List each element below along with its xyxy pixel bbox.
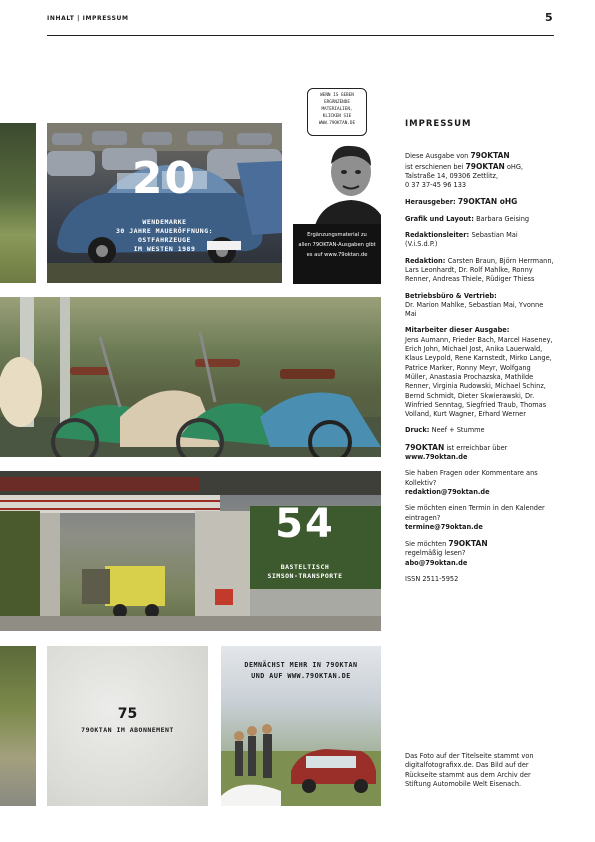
bridge-truck-illustration [0,471,381,631]
impressum-issn: ISSN 2511-5952 [405,574,459,583]
impressum-foto-credit: Das Foto auf der Titelseite stammt von digitalfotografixx.de. Das Bild auf der Rückseite stammt aus dem Archiv der Stiftung Automobile Welt Eisenach. [405,752,534,788]
tile-abo-number: 75 [117,706,138,722]
impressum-title: IMPRESSUM [405,119,472,129]
section-label: INHALT | IMPRESSUM [47,15,129,22]
impressum-web: 79OKTAN ist erreichbar über www.79oktan.de [405,442,508,462]
page-edge-photo-road [0,646,36,806]
page-number: 5 [545,11,553,24]
speech-bubble: WENN IS GEBEN ERGÄNZENDE MATERIALIEN, KLICKEN SIE WWW.79OKTAN.DE [307,88,367,136]
impressum-termin: Sie möchten einen Termin in den Kalender eintragen? termine@79oktan.de [405,504,545,531]
portrait-illustration [293,134,381,234]
impressum-betriebsbuero: Betriebsbüro & Vertrieb: Dr. Marion Mahlke, Sebastian Mai, Yvonne Mai [405,291,544,319]
tile-wende-caption: WENDEMARKE 30 JAHRE MAUERÖFFNUNG: OSTFAHRZEUGE IM WESTEN 1989 [115,218,214,253]
impressum-grafik: Grafik und Layout: Barbara Geising [405,214,530,223]
website-link[interactable]: www.79oktan.de [405,453,468,462]
impressum-abo: Sie möchten 79OKTAN regelmäßig lesen? abo@79oktan.de [405,539,488,567]
header-divider [47,35,554,36]
abo-email-link[interactable]: abo@79oktan.de [405,558,468,567]
tile-demnaechst[interactable] [221,646,381,806]
impressum-mitarbeiter: Mitarbeiter dieser Ausgabe: Jens Aumann, Frieder Bach, Marcel Haseney, Erich John, Michael Jost, Anika Lauerwald, Klaus Leypold, Rene Karnstedt, Mirko Lange, Patrice Marker, Ronny Meyr, Wolfgang Müller, Anastasia Prochazska, Mathilde Renner, Virginia Rudowski, Michael Schinz, Bernd Schmidt, Dieter Skwierawski, Dr. Winfried Senntag, Siegfried Traub, Thomas Volland, Kurt Wagner, Erhard Werner [405,326,553,419]
impressum-redaktionsleiter: Redaktionsleiter: Sebastian Mai (V.i.S.d.P.) [405,231,518,249]
portrait-caption-box: Ergänzungsmaterial zu allen 79OKTAN-Ausgaben gibt es auf www.79oktan.de [293,224,381,284]
tile-wende-photo[interactable] [47,123,282,283]
tile-wende-number: 20 [131,153,198,204]
termine-email-link[interactable]: termine@79oktan.de [405,522,483,531]
tile-abo-caption: 79OKTAN IM ABONNEMENT [81,726,174,734]
tile-demnaechst-caption: DEMNÄCHST MEHR IN 79OKTAN UND AUF WWW.79OKTAN.DE [244,661,358,680]
tile-basteltisch-number: 54 [275,501,335,547]
impressum-druck: Druck: Neef + Stumme [405,426,485,435]
mopeds-illustration [0,297,381,457]
redaktion-email-link[interactable]: redaktion@79oktan.de [405,487,490,496]
tile-mopeds-photo[interactable] [0,297,381,457]
impressum-redaktion: Redaktion: Carsten Braun, Björn Herrmann, Lars Leonhardt, Dr. Rolf Mahlke, Ronny Renner, Andreas Thiele, Rüdiger Thiess [405,256,554,284]
impressum-intro: Diese Ausgabe von 79OKTAN ist erschienen bei 79OKTAN oHG, Talstraße 14, 09306 Zettlitz, 0 37 37-45 96 133 [405,151,524,190]
tile-basteltisch-caption: BASTELTISCH SIMSON-TRANSPORTE [267,563,343,580]
tile-basteltisch-photo[interactable] [0,471,381,631]
page-edge-photo-trees [0,123,36,283]
impressum-fragen: Sie haben Fragen oder Kommentare ans Kollektiv? redaktion@79oktan.de [405,469,538,496]
impressum-column [405,120,555,591]
tile-abo[interactable] [47,646,208,806]
tile-portrait[interactable] [293,84,381,284]
family-car-illustration [221,696,381,806]
impressum-herausgeber: Herausgeber: 79OKTAN oHG [405,197,518,207]
